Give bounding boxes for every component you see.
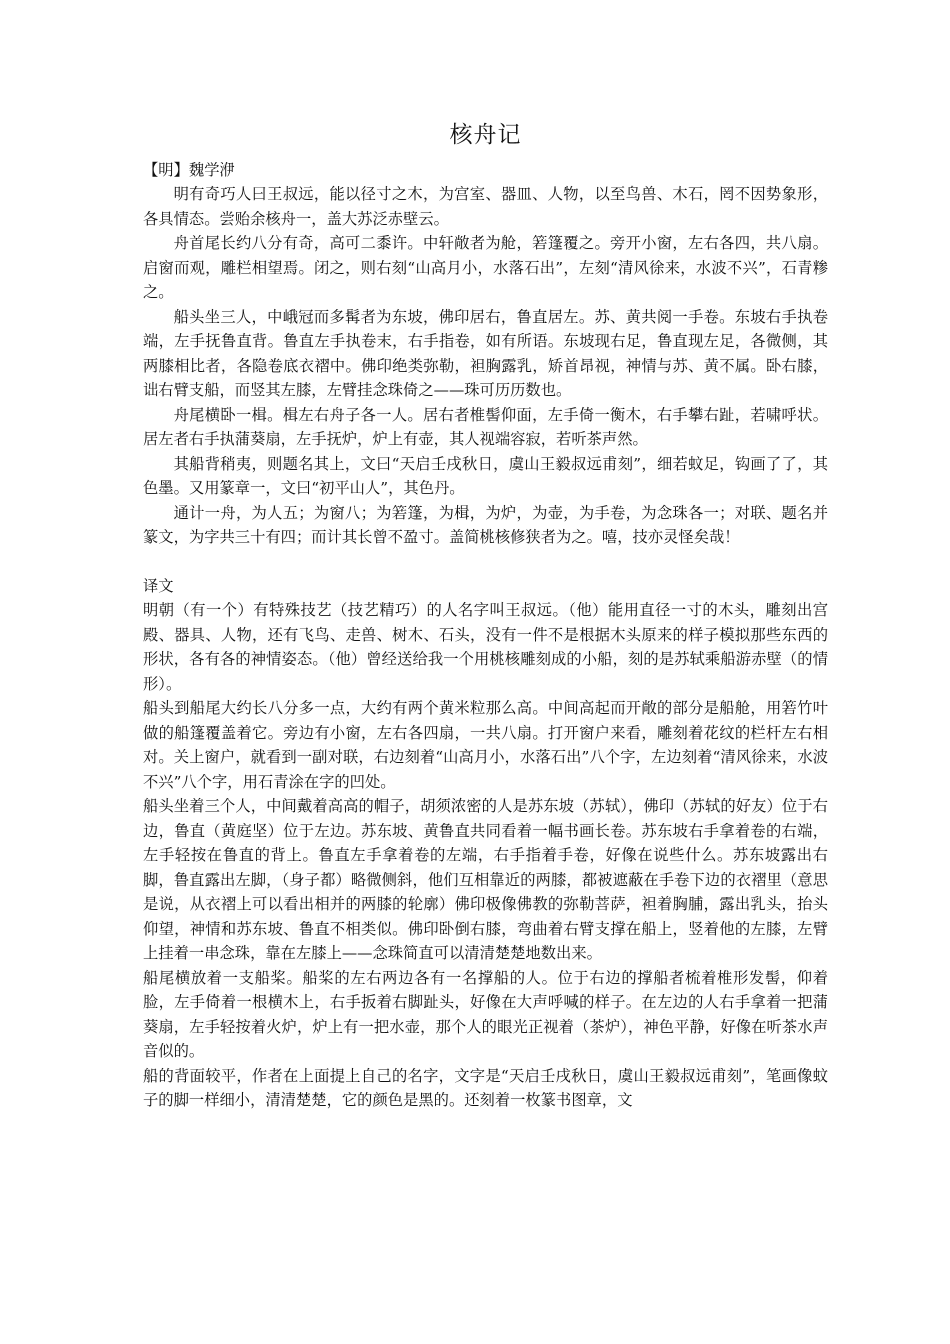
author-line: 【明】魏学洢 <box>143 161 235 179</box>
page-title: 核舟记 <box>449 122 522 148</box>
translation-paragraph: 明朝（有一个）有特殊技艺（技艺精巧）的人名字叫王叔远。（他）能用直径一寸的木头，雕刻出宫殿、器具、人物，还有飞鸟、走兽、树木、石头，没有一件不是根据木头原来的样子模拟那些东西的形状，各有各的神情姿态。（他）曾经送给我一个用桃核雕刻成的小船，刻的是苏轼乘船游赤壁（的情形）。 <box>143 601 828 693</box>
original-paragraph: 船头坐三人，中峨冠而多髯者为东坡，佛印居右，鲁直居左。苏、黄共阅一手卷。东坡右手执卷端，左手抚鲁直背。鲁直左手执卷末，右手指卷，如有所语。东坡现右足，鲁直现左足，各微侧，其两膝相比者，各隐卷底衣褶中。佛印绝类弥勒，袒胸露乳，矫首昂视，神情与苏、黄不属。卧右膝，诎右臂支船，而竖其左膝，左臂挂念珠倚之——珠可历历数也。 <box>143 307 828 399</box>
section-spacer <box>143 550 828 574</box>
original-paragraph: 舟首尾长约八分有奇，高可二黍许。中轩敞者为舱，箬篷覆之。旁开小窗，左右各四，共八扇。启窗而观，雕栏相望焉。闭之，则右刻“山高月小，水落石出”，左刻“清风徐来，水波不兴”，石青糁之。 <box>143 234 828 301</box>
original-paragraph: 明有奇巧人曰王叔远，能以径寸之木，为宫室、器皿、人物，以至鸟兽、木石，罔不因势象形，各具情态。尝贻余核舟一，盖大苏泛赤壁云。 <box>143 185 828 228</box>
translation-paragraph: 船头坐着三个人，中间戴着高高的帽子，胡须浓密的人是苏东坡（苏轼），佛印（苏轼的好友）位于右边，鲁直（黄庭坚）位于左边。苏东坡、黄鲁直共同看着一幅书画长卷。苏东坡右手拿着卷的右端，左手轻按在鲁直的背上。鲁直左手拿着卷的左端，右手指着手卷，好像在说些什么。苏东坡露出右脚，鲁直露出左脚，（身子都）略微侧斜，他们互相靠近的两膝，都被遮蔽在手卷下边的衣褶里（意思是说，从衣褶上可以看出相并的两膝的轮廓）佛印极像佛教的弥勒菩萨，袒着胸脯，露出乳头，抬头仰望，神情和苏东坡、鲁直不相类似。佛印卧倒右膝，弯曲着右臂支撑在船上，竖着他的左膝，左臂上挂着一串念珠，靠在左膝上——念珠简直可以清清楚楚地数出来。 <box>143 797 828 962</box>
translation-paragraph: 船尾横放着一支船桨。船桨的左右两边各有一名撑船的人。位于右边的撑船者梳着椎形发髻，仰着脸，左手倚着一根横木上，右手扳着右脚趾头，好像在大声呼喊的样子。在左边的人右手拿着一把蒲葵扇，左手轻按着火炉，炉上有一把水壶，那个人的眼光正视着（茶炉），神色平静，好像在听茶水声音似的。 <box>143 968 828 1060</box>
original-paragraph: 通计一舟，为人五；为窗八；为箬篷，为楫，为炉，为壶，为手卷，为念珠各一；对联、题名并篆文，为字共三十有四；而计其长曾不盈寸。盖简桃核修狭者为之。嘻，技亦灵怪矣哉！ <box>143 503 828 546</box>
translation-heading: 译文 <box>143 576 174 595</box>
document-page <box>143 118 828 1113</box>
translation-paragraph: 船头到船尾大约长八分多一点，大约有两个黄米粒那么高。中间高起而开敞的部分是船舱，用箬竹叶做的船篷覆盖着它。旁边有小窗，左右各四扇，一共八扇。打开窗户来看，雕刻着花纹的栏杆左右相对。关上窗户，就看到一副对联，右边刻着“山高月小，水落石出”八个字，左边刻着“清风徐来，水波不兴”八个字，用石青涂在字的凹处。 <box>143 699 828 791</box>
translation-paragraph: 船的背面较平，作者在上面提上自己的名字，文字是“天启壬戌秋日，虞山王毅叔远甫刻”，笔画像蚊子的脚一样细小，清清楚楚，它的颜色是黑的。还刻着一枚篆书图章，文 <box>143 1066 828 1109</box>
original-paragraph: 舟尾横卧一楫。楫左右舟子各一人。居右者椎髻仰面，左手倚一衡木，右手攀右趾，若啸呼状。居左者右手执蒲葵扇，左手抚炉，炉上有壶，其人视端容寂，若听茶声然。 <box>143 405 828 448</box>
original-paragraph: 其船背稍夷，则题名其上，文曰“天启壬戌秋日，虞山王毅叔远甫刻”，细若蚊足，钩画了了，其色墨。又用篆章一，文曰“初平山人”，其色丹。 <box>143 454 828 497</box>
